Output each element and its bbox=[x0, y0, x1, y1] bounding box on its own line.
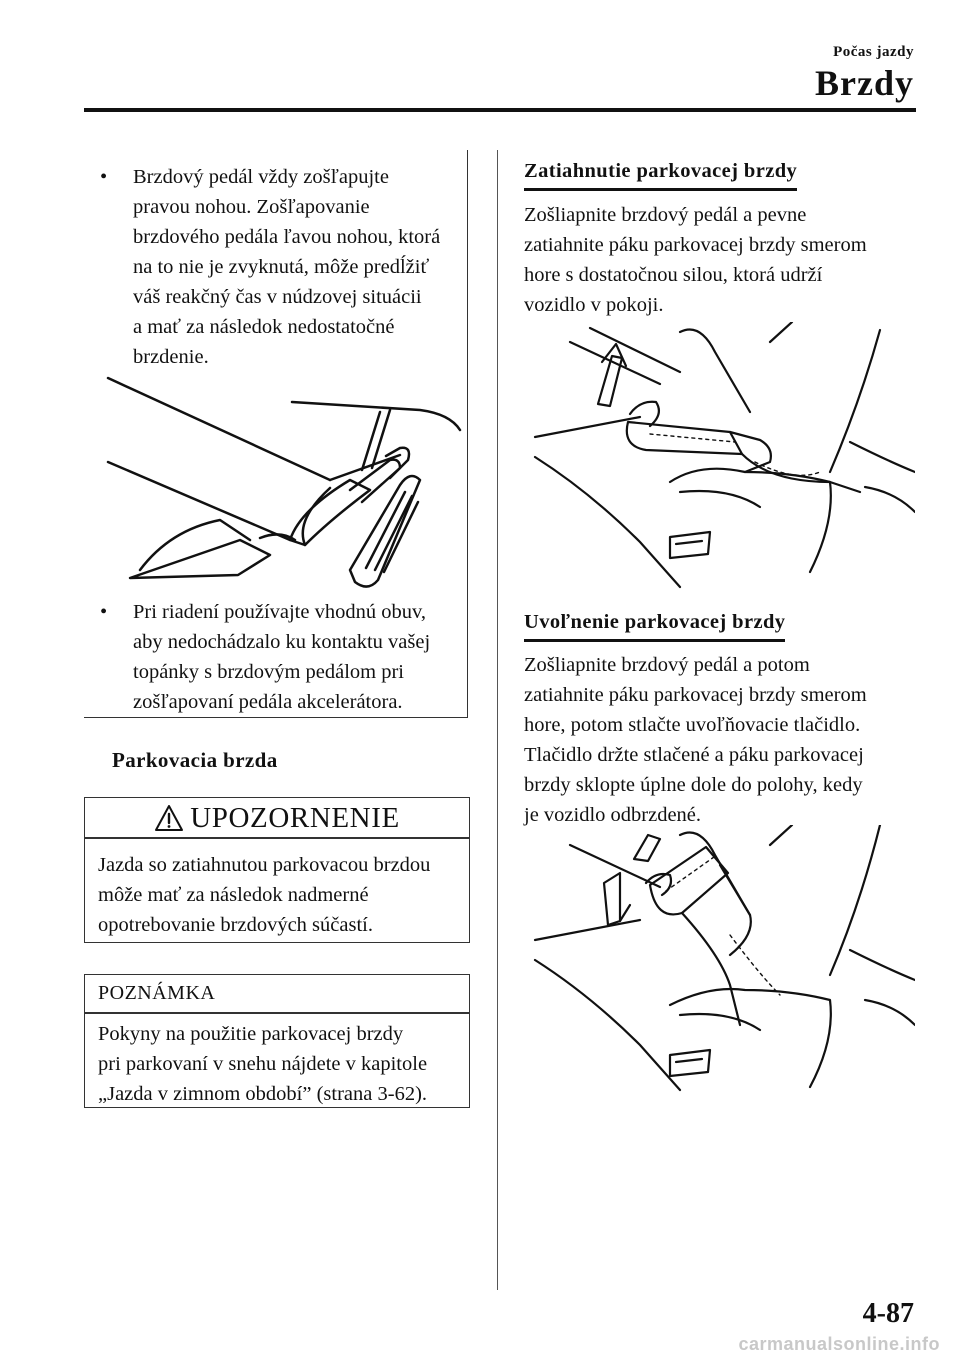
heading-underline bbox=[524, 188, 797, 191]
bullet-dot: • bbox=[100, 601, 108, 623]
note-title: POZNÁMKA bbox=[98, 982, 216, 1004]
bullet-text: Pri riadení používajte vhodnú obuv, aby nedochádzalo ku kontaktu vašej topánky s brzdovým pedálom pri zošľapovaní pedála akcelerátora. bbox=[133, 601, 431, 713]
apply-brake-text: Zošliapnite brzdový pedál a pevne zatiahnite páku parkovacej brzdy smerom hore s dostatočnou silou, ktorá udrží vozidlo v pokoji. bbox=[524, 204, 867, 316]
caution-title: UPOZORNENIE bbox=[190, 801, 400, 834]
heading-underline bbox=[524, 639, 785, 642]
pedal-foot-illustration bbox=[100, 370, 465, 590]
watermark: carmanualsonline.info bbox=[738, 1334, 940, 1354]
bullet-right-foot bbox=[100, 162, 470, 372]
header-rule bbox=[84, 108, 916, 112]
release-brake-heading bbox=[524, 611, 785, 634]
note-divider bbox=[84, 1012, 470, 1014]
column-divider bbox=[497, 150, 498, 1290]
note-body: Pokyny na použitie parkovacej brzdy pri parkovaní v snehu nájdete v kapitole „Jazda v zimnom období” (strana 3-62). bbox=[98, 1023, 428, 1105]
bullet-dot: • bbox=[100, 166, 108, 188]
release-brake-text: Zošliapnite brzdový pedál a potom zatiahnite páku parkovacej brzdy smerom hore, potom stlačte uvoľňovacie tlačidlo. Tlačidlo držte stlačené a páku parkovacej brzdy sklopte úplne dole do polohy, kedy je vozidlo odbrzdené. bbox=[524, 654, 867, 826]
warning-triangle-icon bbox=[154, 804, 184, 832]
parking-brake-pull-illustration bbox=[530, 322, 915, 592]
parking-brake-release-illustration bbox=[530, 825, 915, 1095]
apply-brake-heading bbox=[524, 160, 797, 183]
page-title: Brzdy bbox=[815, 63, 914, 103]
caution-header bbox=[84, 798, 470, 838]
bullet-footwear bbox=[100, 597, 470, 717]
page-number: 4-87 bbox=[862, 1298, 914, 1329]
running-header-section: Počas jazdy bbox=[833, 44, 914, 60]
section-heading: Parkovacia brzda bbox=[112, 748, 278, 772]
bullet-text: Brzdový pedál vždy zošľapujte pravou nohou. Zošľapovanie brzdového pedála ľavou nohou, ktorá na to nie je zvyknutá, môže predĺžiť váš reakčný čas v núdzovej situácii a mať za následok nedostatočné brzdenie. bbox=[133, 166, 441, 368]
release-brake-heading-text: Uvoľnenie parkovacej brzdy bbox=[524, 611, 786, 633]
apply-brake-heading-text: Zatiahnutie parkovacej brzdy bbox=[524, 160, 798, 182]
caution-body: Jazda so zatiahnutou parkovacou brzdou môže mať za následok nadmerné opotrebovanie brzdových súčastí. bbox=[98, 854, 431, 936]
